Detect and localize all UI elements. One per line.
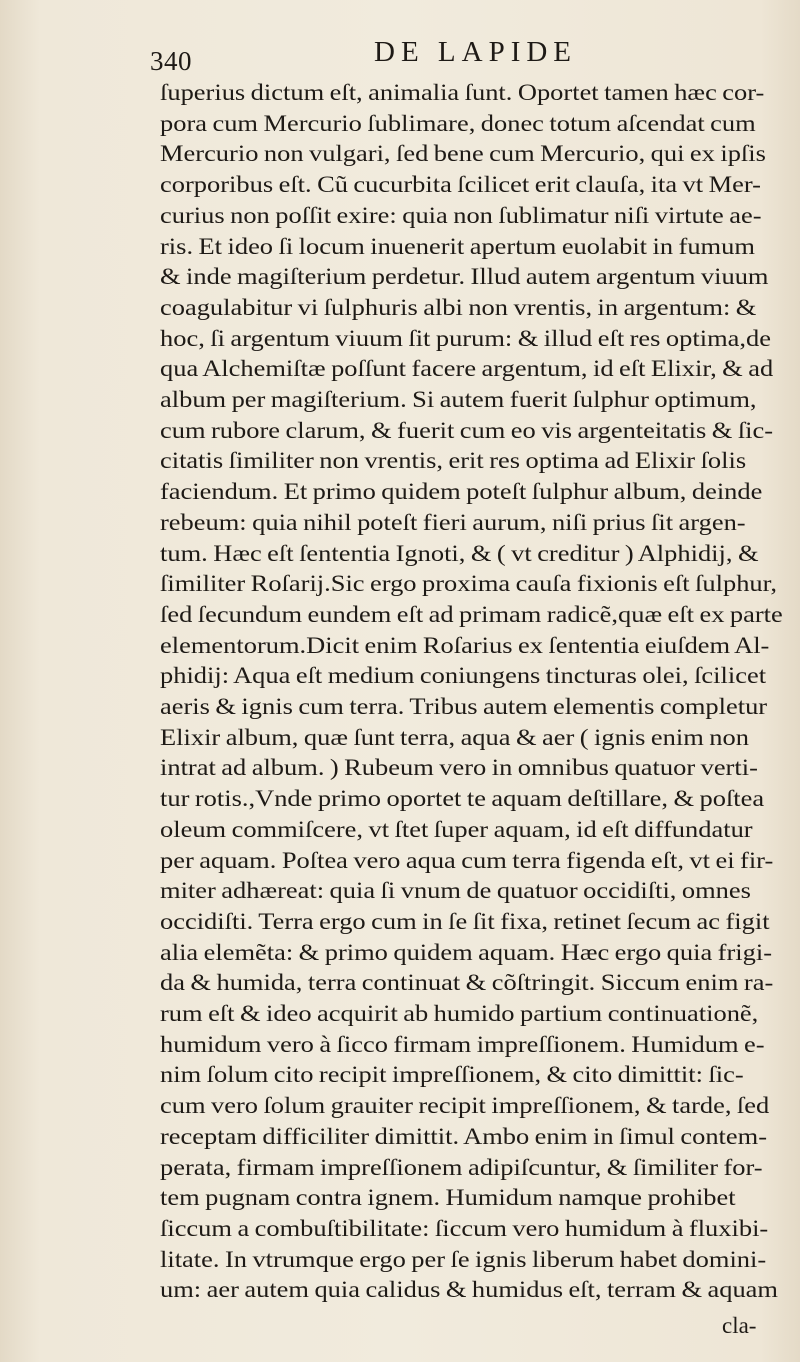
text-line: ſiccum a combuſtibilitate: ſiccum vero humidum à fluxibi- (160, 1215, 769, 1241)
text-line: corporibus eſt. Cũ cucurbita ſcilicet erit clauſa, ita vt Mer- (160, 172, 761, 198)
text-line: receptam difficiliter dimittit. Ambo enim in ſimul contem- (160, 1123, 768, 1149)
catchword: cla- (722, 1313, 757, 1338)
text-line: occidiſti. Terra ergo cum in ſe ſit fixa, retinet ſecum ac figit (160, 908, 770, 934)
text-line: phidij: Aqua eſt medium coniungens tincturas olei, ſcilicet (160, 663, 767, 689)
text-line: aeris & ignis cum terra. Tribus autem elementis completur (160, 694, 768, 719)
text-line: per aquam. Poſtea vero aqua cum terra figenda eſt, vt ei fir- (160, 847, 774, 873)
text-line: litate. In vtrumque ergo per ſe ignis liberum habet domini- (160, 1246, 767, 1272)
text-line: pora cum Mercurio ſublimare, donec totum aſcendat cum (160, 110, 756, 136)
text-line: ſed ſecundum eundem eſt ad primam radicẽ,quæ eſt ex parte (160, 601, 783, 627)
text-line: & inde magiſterium perdetur. Illud autem argentum viuum (160, 264, 769, 290)
text-line: da & humida, terra continuat & cõſtringit. Siccum enim ra- (160, 970, 774, 996)
text-line: alia elemẽta: & primo quidem aquam. Hæc ergo quia frigi- (160, 939, 773, 965)
page-number: 340 (150, 46, 192, 76)
text-line: um: aer autem quia calidus & humidus eſt, terram & aquam (160, 1277, 778, 1303)
text-line: ris. Et ideo ſi locum inuenerit apertum euolabit in fumum (160, 233, 755, 259)
text-line: Elixir album, quæ ſunt terra, aqua & aer ( ignis enim non (160, 724, 749, 750)
text-line: miter adhæreat: quia ſi vnum de quatuor occidiſti, omnes (160, 878, 751, 904)
text-line: tem pugnam contra ignem. Humidum namque prohibet (160, 1185, 736, 1211)
text-line: rum eſt & ideo acquirit ab humido partium continuationẽ, (160, 1001, 759, 1026)
text-line: oleum commiſcere, vt ſtet ſuper aquam, id eſt diffundatur (160, 816, 753, 842)
text-line: curius non poſſit exire: quia non ſublimatur niſi virtute ae- (160, 202, 762, 228)
text-line: Mercurio non vulgari, ſed bene cum Mercurio, qui ex ipſis (160, 141, 766, 167)
text-line: tur rotis.,Vnde primo oportet te aquam deſtillare, & poſtea (160, 786, 765, 812)
running-head: DE LAPIDE (374, 36, 578, 68)
text-line: intrat ad album. ) Rubeum vero in omnibus quatuor verti- (160, 755, 758, 781)
text-line: coagulabitur vi ſulphuris albi non vrentis, in argentum: & (160, 294, 757, 320)
text-line: elementorum.Dicit enim Roſarius ex ſententia eiuſdem Al- (160, 632, 770, 658)
text-line: cum vero ſolum grauiter recipit impreſſionem, & tarde, ſed (160, 1093, 770, 1119)
text-line: album per magiſterium. Si autem fuerit ſulphur optimum, (160, 387, 757, 412)
text-line: humidum vero à ſicco firmam impreſſionem. Humidum e- (160, 1031, 765, 1057)
text-line: faciendum. Et primo quidem poteſt ſulphur album, deinde (160, 479, 763, 505)
text-line: hoc, ſi argentum viuum ſit purum: & illud eſt res optima,de (160, 325, 771, 351)
text-line: ſimiliter Roſarij.Sic ergo proxima cauſa fixionis eſt ſulphur, (160, 571, 778, 597)
text-line: rebeum: quia nihil poteſt fieri aurum, niſi prius ſit argen- (160, 509, 746, 535)
text-line: nim ſolum cito recipit impreſſionem, & cito dimittit: ſic- (160, 1062, 744, 1088)
text-line: tum. Hæc eſt ſententia Ignoti, & ( vt creditur ) Alphidij, & (160, 540, 759, 566)
text-line: ſuperius dictum eſt, animalia ſunt. Oportet tamen hæc cor- (160, 80, 765, 105)
text-line: qua Alchemiſtæ poſſunt facere argentum, id eſt Elixir, & ad (160, 356, 774, 382)
text-line: cum rubore clarum, & fuerit cum eo vis argenteitatis & ſic- (160, 417, 774, 443)
text-line: citatis ſimiliter non vrentis, erit res optima ad Elixir ſolis (160, 448, 747, 474)
text-line: perata, firmam impreſſionem adipiſcuntur, & ſimiliter for- (160, 1154, 763, 1180)
